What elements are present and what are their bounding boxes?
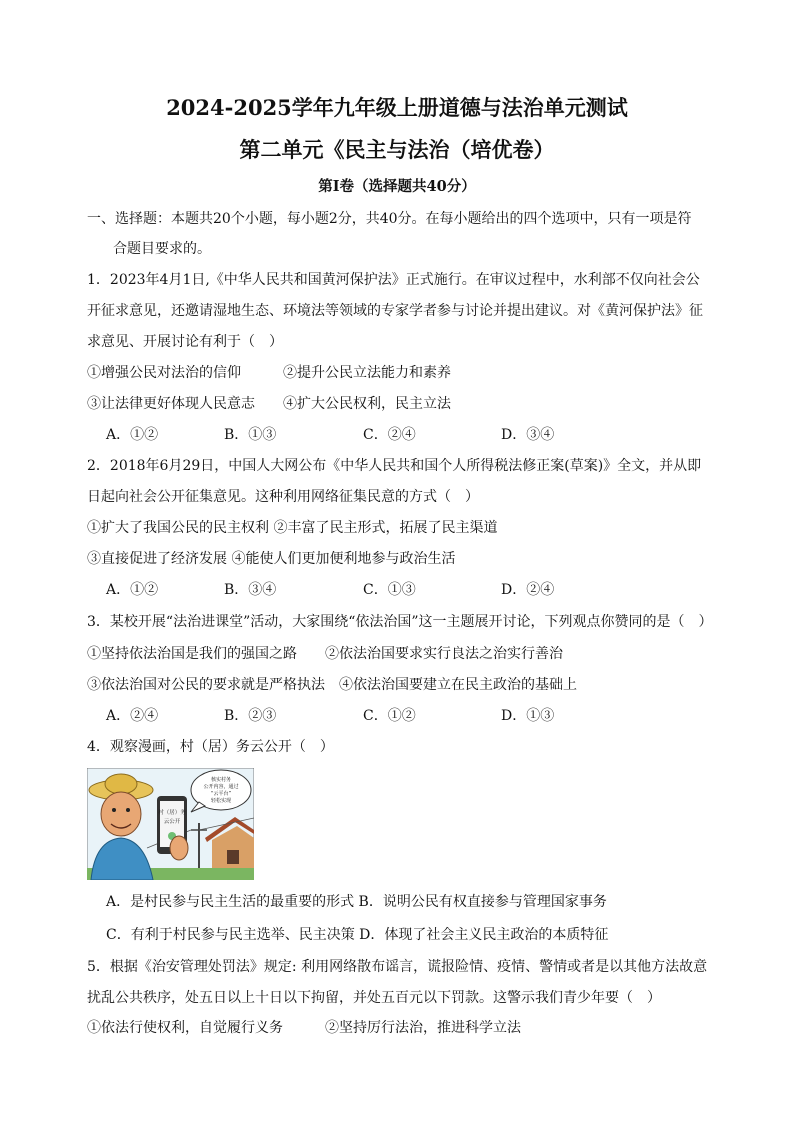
- hand-icon: [170, 836, 188, 860]
- q1-option-a[interactable]: A．①②: [106, 427, 159, 443]
- q2-option-b[interactable]: B．③④: [224, 582, 277, 598]
- bubble-text-2: 公开内容，通过: [203, 784, 239, 790]
- q4-options-ab[interactable]: A．是村民参与民主生活的最重要的形式 B．说明公民有权直接参与管理国家事务: [106, 894, 607, 910]
- q3-statements-2: ③依法治国对公民的要求就是严格执法 ④依法治国要建立在民主政治的基础上: [87, 677, 577, 693]
- q2-option-a[interactable]: A．①②: [106, 582, 159, 598]
- q1-option-c[interactable]: C．②④: [363, 427, 416, 443]
- bubble-text-4: 轻松实现: [210, 798, 232, 804]
- q3-option-d[interactable]: D．①③: [501, 708, 555, 724]
- q3-option-c[interactable]: C．①②: [363, 708, 416, 724]
- q1-statements-1: ①增强公民对法治的信仰 ②提升公民立法能力和素养: [87, 365, 451, 381]
- q2-option-c[interactable]: C．①③: [363, 582, 416, 598]
- q1-statements-2: ③让法律更好体现人民意志 ④扩大公民权利，民主立法: [87, 396, 451, 412]
- instructions-line-2: 合题目要求的。: [113, 241, 211, 257]
- q2-option-d[interactable]: D．②④: [501, 582, 555, 598]
- q2-stem-line-1: 2．2018年6月29日，中国人大网公布《中华人民共和国个人所得税法修正案(草案)》全文，并从即: [87, 458, 702, 474]
- q3-option-a[interactable]: A．②④: [106, 708, 159, 724]
- farmer-face: [101, 792, 141, 836]
- q2-statements-2: ③直接促进了经济发展 ④能使人们更加便利地参与政治生活: [87, 551, 456, 567]
- q4-options-cd[interactable]: C．有利于村民参与民主选举、民主决策 D．体现了社会主义民主政治的本质特征: [106, 927, 609, 943]
- q2-stem-line-2: 日起向社会公开征集意见。这种利用网络征集民意的方式（ ）: [87, 489, 479, 505]
- bubble-text-1: 核实村务: [210, 777, 232, 783]
- bubble-text-3: “云平台”: [210, 791, 232, 797]
- section-heading: 第Ⅰ卷（选择题共40分）: [318, 178, 476, 195]
- instructions-line-1: 一、选择题：本题共20个小题，每小题2分，共40分。在每小题给出的四个选项中，只有一项是符: [87, 211, 692, 227]
- q1-option-b[interactable]: B．①③: [224, 427, 277, 443]
- q5-statements-1: ①依法行使权利，自觉履行义务 ②坚持厉行法治，推进科学立法: [87, 1020, 521, 1036]
- q1-stem-line-2: 开征求意见，还邀请湿地生态、环境法等领域的专家学者参与讨论并提出建议。对《黄河保护法》征: [87, 303, 703, 319]
- phone-text-2: 云公开: [163, 819, 181, 825]
- cartoon-image: [87, 768, 254, 880]
- q4-stem-line-1: 4．观察漫画，村（居）务云公开（ ）: [87, 739, 334, 755]
- q5-stem-line-1: 5．根据《治安管理处罚法》规定: 利用网络散布谣言，谎报险情、疫情、警情或者是以其他方法故意: [87, 959, 708, 975]
- phone-text-1: 村（居）务: [158, 810, 186, 816]
- q1-option-d[interactable]: D．③④: [501, 427, 555, 443]
- q3-statements-1: ①坚持依法治国是我们的强国之路 ②依法治国要求实行良法之治实行善治: [87, 646, 563, 662]
- q3-stem-line-1: 3．某校开展“法治进课堂”活动，大家围绕“依法治国”这一主题展开讨论，下列观点你赞同的是（ ）: [87, 614, 713, 630]
- unit-subtitle: 第二单元《民主与法治（培优卷）: [239, 137, 555, 162]
- q5-stem-line-2: 扰乱公共秩序，处五日以上十日以下拘留，并处五百元以下罚款。这警示我们青少年要（ ）: [87, 990, 661, 1006]
- q1-stem-line-3: 求意见、开展讨论有利于（ ）: [87, 334, 283, 350]
- q3-option-b[interactable]: B．②③: [224, 708, 277, 724]
- q1-stem-line-1: 1．2023年4月1日,《中华人民共和国黄河保护法》正式施行。在审议过程中，水利部不仅向社会公: [87, 272, 700, 288]
- q2-statements-1: ①扩大了我国公民的民主权利 ②丰富了民主形式，拓展了民主渠道: [87, 520, 498, 536]
- page-title: 2024-2025学年九年级上册道德与法治单元测试: [166, 95, 628, 120]
